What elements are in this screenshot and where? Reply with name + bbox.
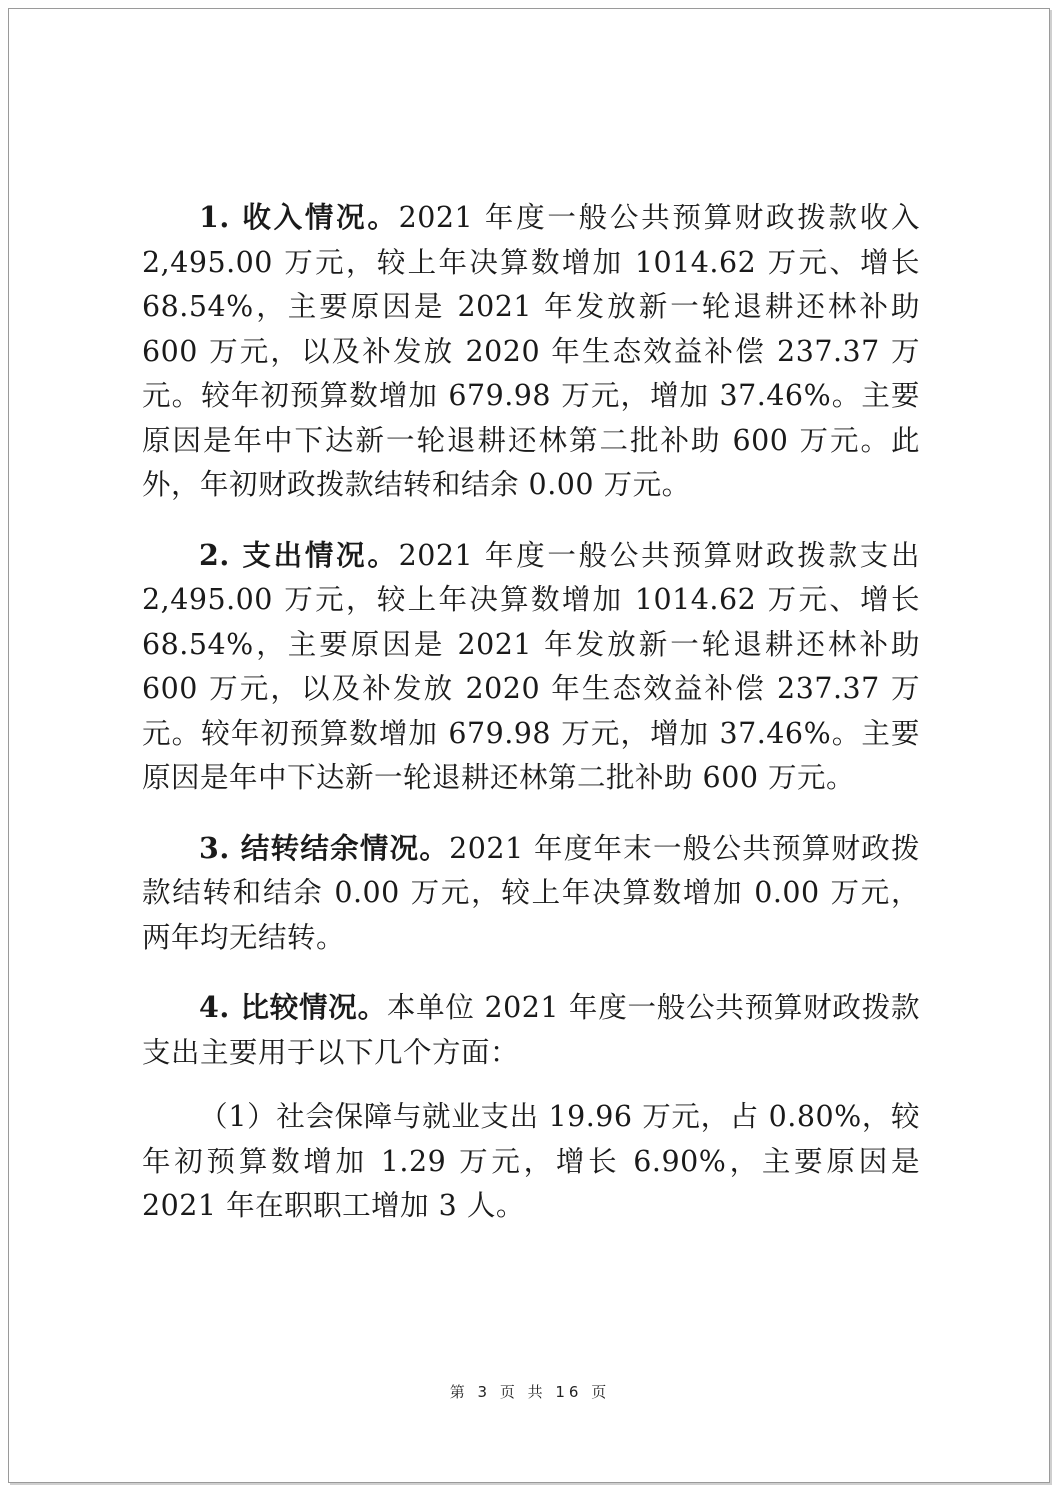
paragraph-heading: 2. 支出情况。 xyxy=(199,537,399,572)
paragraph-text: 2021 年度一般公共预算财政拨款收入 2,495.00 万元，较上年决算数增加 1014.62 万元、增长 68.54%，主要原因是 2021 年发放新一轮退耕还林补助 600 万元，以及补发放 2020 年生态效益补偿 237.37 万元。较年初预算数增加 679.98 万元，增加 37.46%。主要原因是年中下达新一轮退耕还林第二批补助 600 万元。此外，年初财政拨款结转和结余 0.00 万元。 xyxy=(142,201,920,501)
paragraph-social-security xyxy=(142,1095,920,1229)
paragraph-income xyxy=(142,195,920,508)
paragraph-text: 2021 年度年末一般公共预算财政拨款结转和结余 0.00 万元，较上年决算数增加 0.00 万元，两年均无结转。 xyxy=(142,831,920,954)
paragraph-comparison xyxy=(142,985,920,1075)
paragraph-carryover xyxy=(142,826,920,961)
paragraph-heading: 4. 比较情况。 xyxy=(199,990,387,1024)
paragraph-text: 2021 年度一般公共预算财政拨款支出 2,495.00 万元，较上年决算数增加 1014.62 万元、增长 68.54%，主要原因是 2021 年发放新一轮退耕还林补助 600 万元，以及补发放 2020 年生态效益补偿 237.37 万元。较年初预算数增加 679.98 万元，增加 37.46%。主要原因是年中下达新一轮退耕还林第二批补助 600 万元。 xyxy=(142,538,920,794)
document-body xyxy=(142,195,920,1229)
paragraph-expenditure xyxy=(142,533,920,801)
page-number-footer: 第 3 页 共 16 页 xyxy=(449,1383,611,1401)
paragraph-heading: 3. 结转结余情况。 xyxy=(199,830,450,865)
paragraph-text: 本单位 2021 年度一般公共预算财政拨款支出主要用于以下几个方面： xyxy=(142,991,920,1069)
paragraph-heading: 1. 收入情况。 xyxy=(199,200,399,234)
paragraph-text: （1）社会保障与就业支出 19.96 万元，占 0.80%，较年初预算数增加 1.29 万元，增长 6.90%，主要原因是 2021 年在职职工增加 3 人。 xyxy=(142,1100,920,1222)
